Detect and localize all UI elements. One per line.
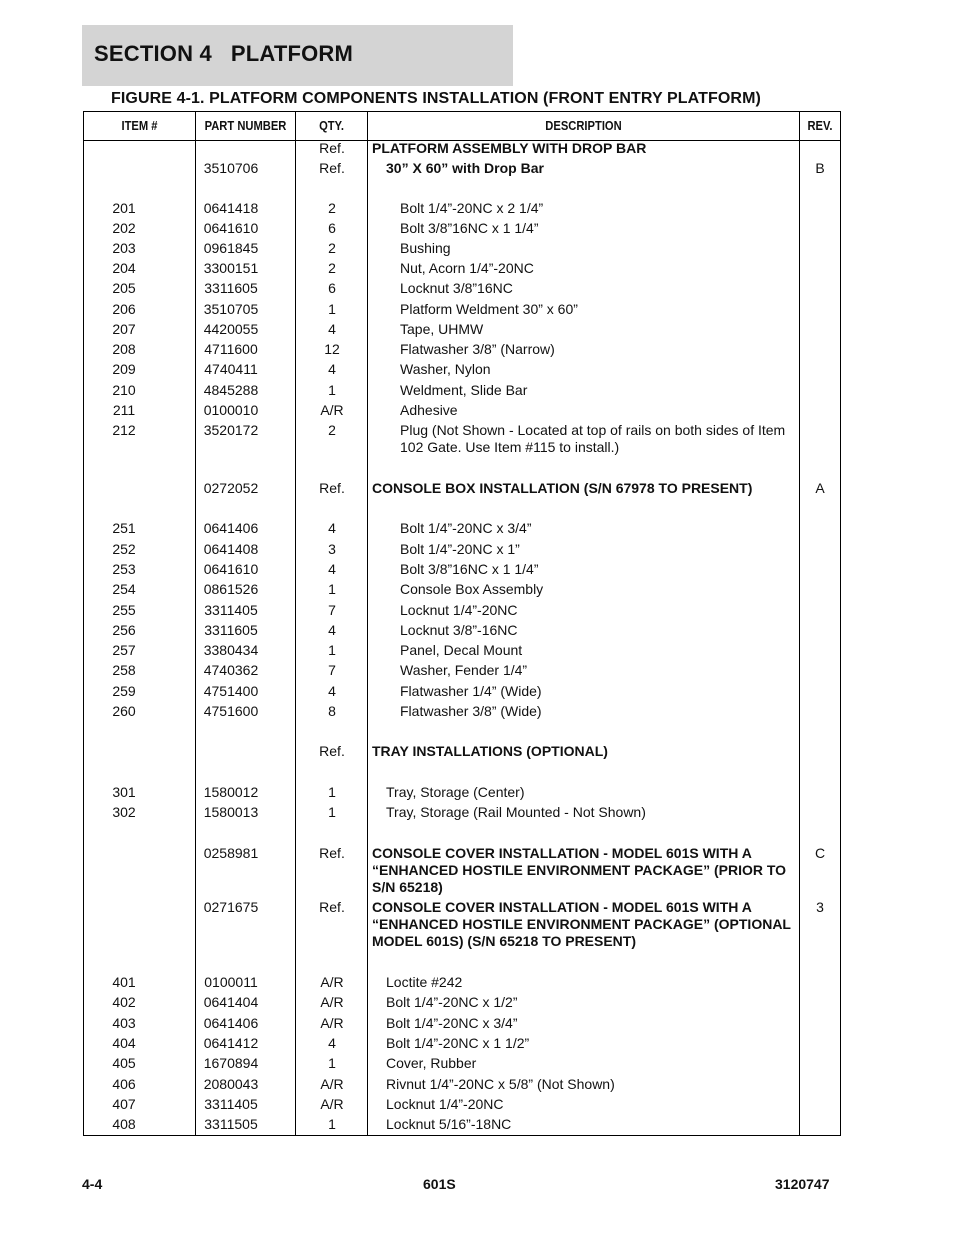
cell-description: Flatwasher 3/8” (Wide) (400, 703, 542, 719)
cell-description: CONSOLE BOX INSTALLATION (S/N 67978 TO PRESENT) (372, 480, 753, 496)
cell-part-number: 0271675 (203, 899, 259, 915)
footer-page-number: 4-4 (82, 1176, 103, 1192)
cell-description: Platform Weldment 30” x 60” (400, 301, 578, 317)
cell-qty: 6 (328, 280, 336, 296)
cell-description: Flatwasher 3/8” (Narrow) (400, 341, 555, 357)
cell-item: 408 (112, 1116, 136, 1132)
cell-part-number: 3311505 (204, 1116, 258, 1132)
cell-qty: A/R (320, 974, 344, 990)
cell-qty: Ref. (319, 743, 345, 759)
cell-qty: 4 (328, 561, 336, 577)
cell-part-number: 4751400 (203, 683, 259, 699)
cell-part-number: 0641610 (203, 220, 259, 236)
cell-qty: 1 (328, 784, 336, 800)
cell-qty: 4 (328, 1035, 336, 1051)
cell-description: Console Box Assembly (400, 581, 544, 597)
cell-qty: A/R (320, 1096, 344, 1112)
cell-qty: 3 (328, 541, 336, 557)
cell-part-number: 0641406 (203, 1015, 259, 1031)
cell-part-number: 0641412 (203, 1035, 259, 1051)
cell-part-number: 4711600 (204, 341, 258, 357)
cell-item: 201 (112, 200, 136, 216)
cell-part-number: 3311605 (204, 622, 258, 638)
cell-description: Bolt 3/8”16NC x 1 1/4” (400, 220, 539, 236)
cell-part-number: 3520172 (203, 422, 259, 438)
cell-description: Bushing (400, 240, 451, 256)
footer-doc-number: 3120747 (775, 1176, 830, 1192)
cell-item: 251 (112, 520, 136, 536)
cell-qty: Ref. (319, 480, 345, 496)
cell-item: 401 (112, 974, 136, 990)
cell-description: Tape, UHMW (400, 321, 484, 337)
cell-part-number: 0641406 (203, 520, 259, 536)
cell-qty: 7 (328, 602, 336, 618)
cell-item: 205 (112, 280, 136, 296)
cell-item: 203 (112, 240, 136, 256)
cell-qty: 2 (328, 260, 336, 276)
cell-part-number: 2080043 (203, 1076, 259, 1092)
footer-model: 601S (423, 1176, 456, 1192)
cell-item: 404 (112, 1035, 136, 1051)
cell-qty: 1 (328, 1055, 336, 1071)
cell-part-number: 0641418 (203, 200, 259, 216)
cell-qty: 1 (328, 804, 336, 820)
cell-part-number: 1580012 (203, 784, 259, 800)
cell-description: Nut, Acorn 1/4”-20NC (400, 260, 534, 276)
cell-qty: 2 (328, 200, 336, 216)
cell-rev: 3 (816, 899, 824, 915)
cell-qty: 6 (328, 220, 336, 236)
cell-qty: A/R (320, 402, 344, 418)
cell-description: Panel, Decal Mount (400, 642, 523, 658)
cell-part-number: 0641610 (203, 561, 259, 577)
cell-part-number: 0961845 (203, 240, 259, 256)
cell-qty: A/R (320, 994, 344, 1010)
cell-item: 210 (112, 382, 136, 398)
cell-part-number: 0641408 (203, 541, 259, 557)
cell-part-number: 4420055 (203, 321, 259, 337)
cell-description: Washer, Nylon (400, 361, 491, 377)
cell-item: 403 (112, 1015, 136, 1031)
figure-title: FIGURE 4-1. PLATFORM COMPONENTS INSTALLATION (FRONT ENTRY PLATFORM) (111, 90, 761, 107)
cell-description: Bolt 1/4”-20NC x 1 1/2” (386, 1035, 530, 1051)
cell-qty: 2 (328, 422, 336, 438)
cell-item: 407 (112, 1096, 136, 1112)
cell-part-number: 1580013 (203, 804, 259, 820)
cell-item: 253 (112, 561, 136, 577)
cell-description: Weldment, Slide Bar (400, 382, 528, 398)
cell-qty: 4 (328, 683, 336, 699)
cell-description: TRAY INSTALLATIONS (OPTIONAL) (372, 743, 608, 759)
cell-part-number: 0861526 (203, 581, 259, 597)
cell-description: Washer, Fender 1/4” (400, 662, 528, 678)
cell-part-number: 3380434 (203, 642, 259, 658)
cell-item: 405 (112, 1055, 136, 1071)
header-qty: QTY. (319, 118, 344, 133)
cell-description: Bolt 1/4”-20NC x 1” (400, 541, 520, 557)
cell-qty: A/R (320, 1076, 344, 1092)
cell-description: 30” X 60” with Drop Bar (386, 160, 544, 176)
cell-qty: Ref. (319, 140, 345, 156)
cell-part-number: 3510705 (203, 301, 259, 317)
cell-qty: A/R (320, 1015, 344, 1031)
section-header (82, 25, 513, 86)
cell-qty: 2 (328, 240, 336, 256)
cell-qty: 1 (328, 382, 336, 398)
cell-item: 254 (112, 581, 136, 597)
cell-qty: 4 (328, 622, 336, 638)
cell-part-number: 0272052 (203, 480, 259, 496)
header-item: ITEM # (121, 118, 158, 133)
cell-item: 209 (112, 361, 136, 377)
cell-description: Adhesive (400, 402, 458, 418)
cell-item: 211 (112, 402, 136, 418)
cell-qty: 4 (328, 520, 336, 536)
cell-description: Tray, Storage (Center) (386, 784, 525, 800)
cell-item: 256 (112, 622, 136, 638)
header-description: DESCRIPTION (545, 118, 622, 133)
cell-part-number: 3510706 (203, 160, 259, 176)
cell-item: 208 (112, 341, 136, 357)
cell-part-number: 0258981 (203, 845, 259, 861)
cell-description: Tray, Storage (Rail Mounted - Not Shown) (386, 804, 646, 820)
cell-item: 301 (112, 784, 136, 800)
cell-part-number: 0641404 (203, 994, 259, 1010)
cell-part-number: 3311405 (204, 602, 258, 618)
cell-description: PLATFORM ASSEMBLY WITH DROP BAR (372, 140, 647, 156)
header-part-number: PART NUMBER (204, 118, 287, 133)
cell-qty: Ref. (319, 160, 345, 176)
cell-item: 206 (112, 301, 136, 317)
cell-part-number: 4740411 (204, 361, 258, 377)
header-rev: REV. (807, 118, 833, 133)
cell-item: 252 (112, 541, 136, 557)
cell-item: 212 (112, 422, 136, 438)
cell-qty: 1 (328, 581, 336, 597)
cell-item: 258 (112, 662, 136, 678)
cell-description: Cover, Rubber (386, 1055, 477, 1071)
cell-description: Locknut 3/8”-16NC (400, 622, 518, 638)
cell-qty: 7 (328, 662, 336, 678)
cell-description: CONSOLE COVER INSTALLATION - MODEL 601S WITH A “ENHANCED HOSTILE ENVIRONMENT PACKAGE” (PRIOR TO S/N 65218) (372, 845, 787, 895)
cell-part-number: 0100010 (203, 402, 259, 418)
cell-description: Locknut 1/4”-20NC (400, 602, 518, 618)
cell-description: Locknut 3/8”16NC (400, 280, 513, 296)
cell-item: 302 (112, 804, 136, 820)
cell-description: Bolt 1/4”-20NC x 3/4” (386, 1015, 518, 1031)
cell-part-number: 3311605 (204, 280, 258, 296)
cell-qty: 4 (328, 361, 336, 377)
cell-qty: 1 (328, 1116, 336, 1132)
cell-qty: 1 (328, 642, 336, 658)
cell-part-number: 0100011 (204, 974, 258, 990)
cell-part-number: 4740362 (203, 662, 259, 678)
cell-description: Locknut 5/16”-18NC (386, 1116, 512, 1132)
cell-description: Bolt 1/4”-20NC x 3/4” (400, 520, 532, 536)
cell-item: 402 (112, 994, 136, 1010)
cell-description: CONSOLE COVER INSTALLATION - MODEL 601S WITH A “ENHANCED HOSTILE ENVIRONMENT PACKAGE” (OPTIONAL MODEL 601S) (S/N 65218 TO PRESENT) (372, 899, 791, 949)
cell-part-number: 1670894 (203, 1055, 259, 1071)
section-title: SECTION 4 PLATFORM (94, 41, 354, 66)
cell-qty: 12 (324, 341, 340, 357)
cell-description: Bolt 1/4”-20NC x 2 1/4” (400, 200, 544, 216)
cell-description: Plug (Not Shown - Located at top of rails on both sides of Item 102 Gate. Use Item #115 to install.) (400, 422, 786, 455)
cell-qty: 1 (328, 301, 336, 317)
cell-qty: Ref. (319, 845, 345, 861)
cell-description: Rivnut 1/4”-20NC x 5/8” (Not Shown) (386, 1076, 615, 1092)
cell-description: Loctite #242 (386, 974, 463, 990)
cell-description: Bolt 1/4”-20NC x 1/2” (386, 994, 518, 1010)
cell-item: 207 (112, 321, 136, 337)
cell-description: Locknut 1/4”-20NC (386, 1096, 504, 1112)
cell-rev: C (814, 845, 826, 861)
parts-table (83, 111, 841, 1136)
cell-part-number: 3300151 (203, 260, 259, 276)
cell-description: Bolt 3/8”16NC x 1 1/4” (400, 561, 539, 577)
cell-item: 255 (112, 602, 136, 618)
cell-part-number: 3311405 (204, 1096, 258, 1112)
cell-item: 257 (112, 642, 136, 658)
cell-qty: 8 (328, 703, 336, 719)
cell-qty: 4 (328, 321, 336, 337)
cell-rev: A (815, 480, 825, 496)
cell-part-number: 4751600 (203, 703, 259, 719)
cell-part-number: 4845288 (203, 382, 259, 398)
cell-item: 406 (112, 1076, 136, 1092)
cell-item: 204 (112, 260, 136, 276)
cell-item: 259 (112, 683, 136, 699)
cell-description: Flatwasher 1/4” (Wide) (400, 683, 542, 699)
cell-qty: Ref. (319, 899, 345, 915)
cell-item: 202 (112, 220, 136, 236)
cell-item: 260 (112, 703, 136, 719)
cell-rev: B (815, 160, 825, 176)
